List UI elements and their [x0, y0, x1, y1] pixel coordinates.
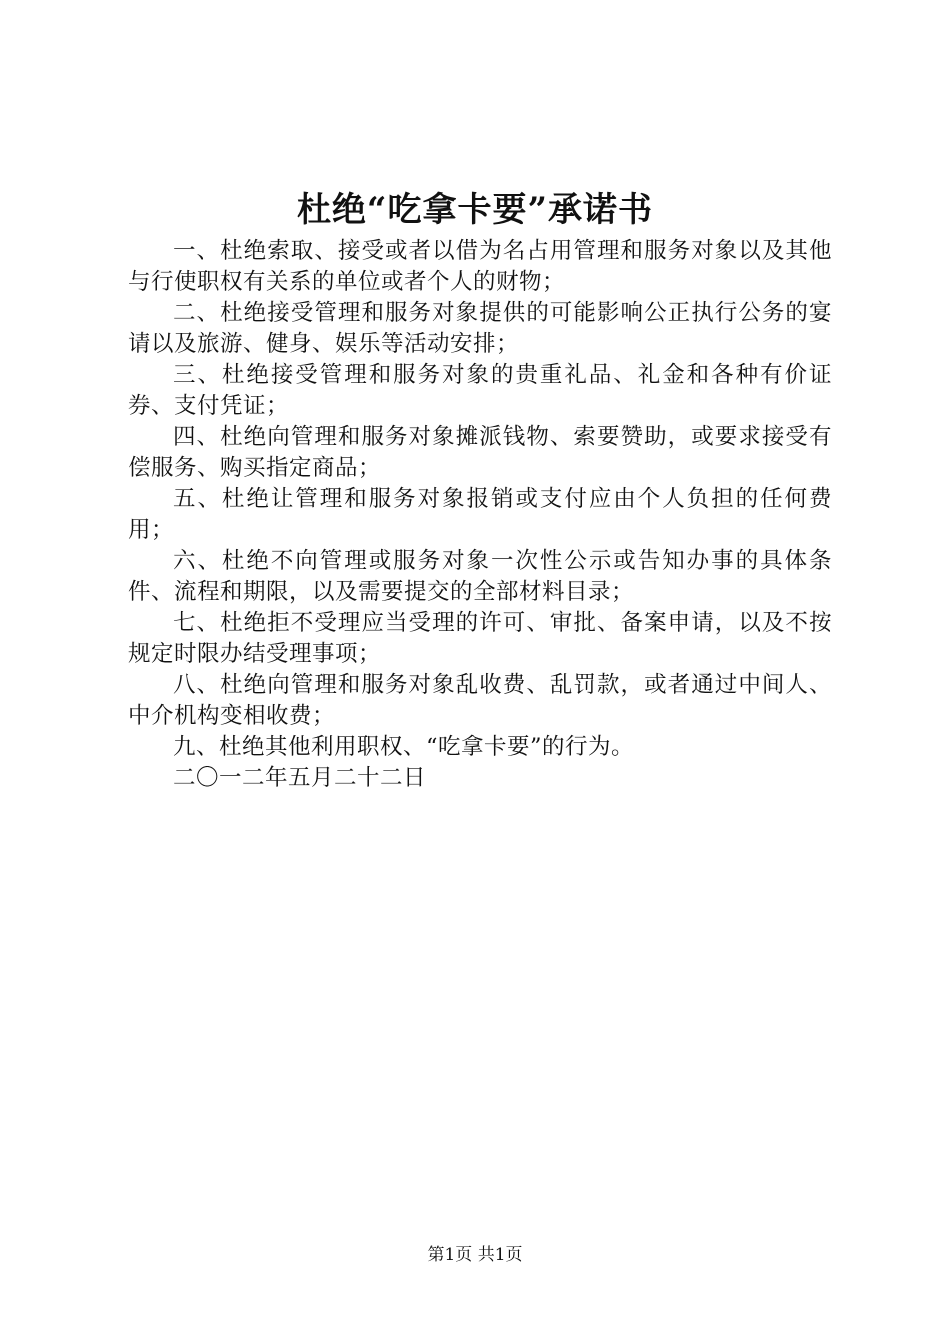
- document-title: 杜绝“吃拿卡要”承诺书: [296, 190, 654, 230]
- paragraph-item: 三、杜绝接受管理和服务对象的贵重礼品、礼金和各种有价证券、支付凭证；: [128, 362, 832, 419]
- paragraph-item: 四、杜绝向管理和服务对象摊派钱物、索要赞助，或要求接受有偿服务、购买指定商品；: [128, 424, 832, 481]
- paragraph-item: 一、杜绝索取、接受或者以借为名占用管理和服务对象以及其他与行使职权有关系的单位或者个人的财物；: [128, 238, 832, 295]
- paragraph-item: 二、杜绝接受管理和服务对象提供的可能影响公正执行公务的宴请以及旅游、健身、娱乐等活动安排；: [128, 300, 832, 357]
- document-date: 二〇一二年五月二十二日: [173, 765, 427, 791]
- paragraph-item: 八、杜绝向管理和服务对象乱收费、乱罚款，或者通过中间人、中介机构变相收费；: [128, 672, 832, 729]
- page-footer: 第1页 共1页: [427, 1245, 523, 1265]
- paragraph-item: 七、杜绝拒不受理应当受理的许可、审批、备案申请，以及不按规定时限办结受理事项；: [128, 610, 832, 667]
- paragraph-item: 六、杜绝不向管理或服务对象一次性公示或告知办事的具体条件、流程和期限，以及需要提交的全部材料目录；: [128, 548, 832, 605]
- paragraph-item: 九、杜绝其他利用职权、“吃拿卡要”的行为。: [173, 734, 635, 760]
- paragraph-item: 五、杜绝让管理和服务对象报销或支付应由个人负担的任何费用；: [128, 486, 832, 543]
- document-body: [128, 236, 832, 794]
